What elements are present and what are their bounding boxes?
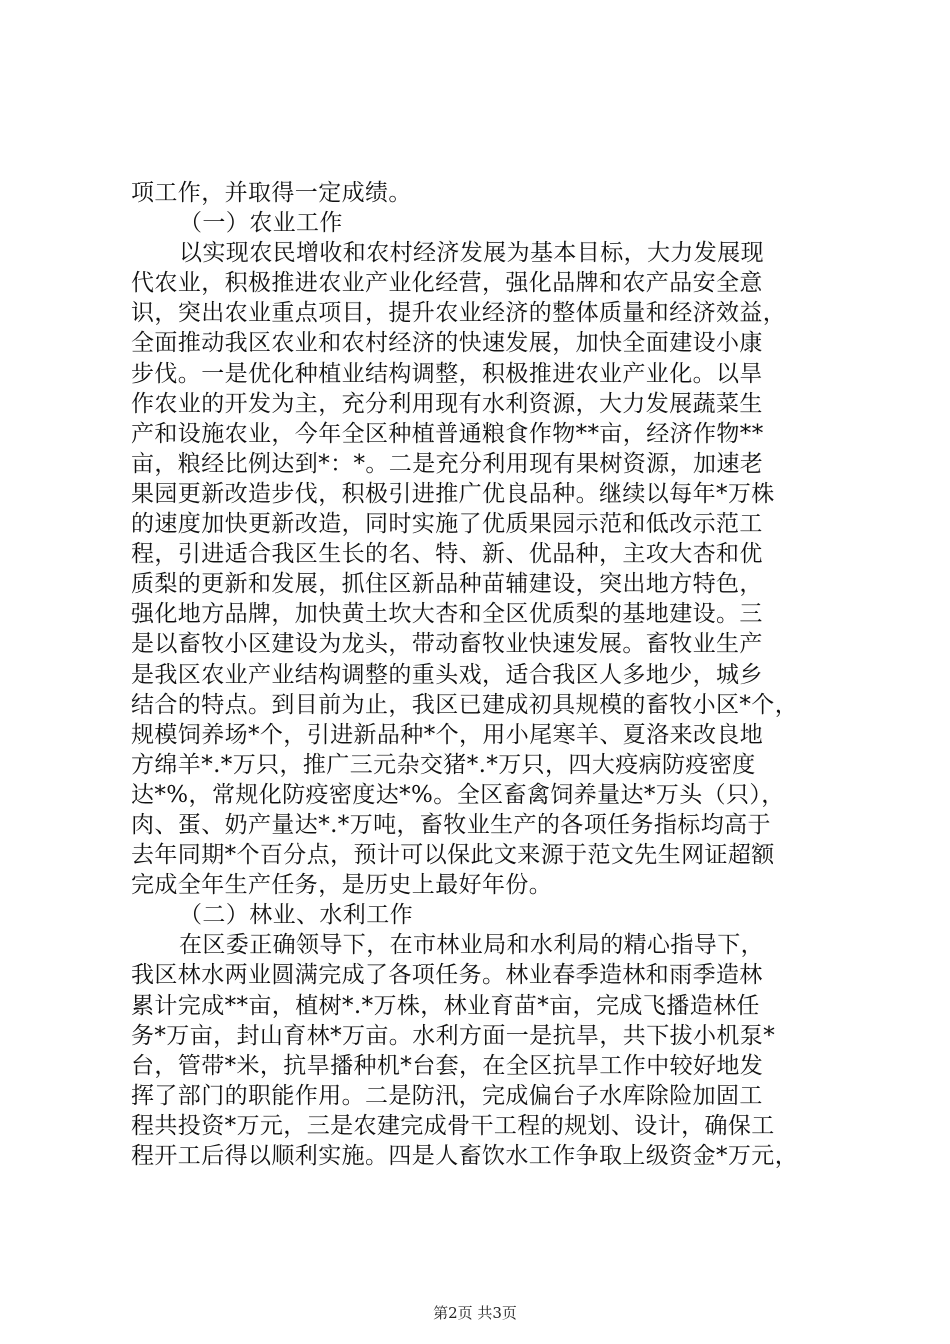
text-line: 挥了部门的职能作用。二是防汛，完成偏台子水库除险加固工 — [131, 1082, 763, 1109]
text-line: 识，突出农业重点项目，提升农业经济的整体质量和经济效益， — [131, 300, 787, 327]
text-line: 果园更新改造步伐，积极引进推广优良品种。继续以每年*万株 — [131, 480, 775, 507]
text-line: 肉、蛋、奶产量达*.*万吨，畜牧业生产的各项任务指标均高于 — [131, 811, 771, 838]
page-footer — [0, 1303, 950, 1323]
document-body — [131, 178, 851, 1171]
text-line: （二）林业、水利工作 — [179, 902, 413, 929]
text-line: 是以畜牧小区建设为龙头，带动畜牧业快速发展。畜牧业生产 — [131, 631, 763, 658]
text-line: 程，引进适合我区生长的名、特、新、优品种，主攻大杏和优 — [131, 541, 763, 568]
text-line: 强化地方品牌，加快黄土坎大杏和全区优质梨的基地建设。三 — [131, 601, 763, 628]
text-line: 在区委正确领导下，在市林业局和水利局的精心指导下， — [179, 932, 764, 959]
text-line: 结合的特点。到目前为止，我区已建成初具规模的畜牧小区*个， — [131, 691, 799, 718]
text-line: 去年同期*个百分点，预计可以保此文来源于范文先生网证超额 — [131, 842, 775, 869]
text-line: 以实现农民增收和农村经济发展为基本目标，大力发展现 — [179, 240, 764, 267]
text-line: 我区林水两业圆满完成了各项任务。林业春季造林和雨季造林 — [131, 962, 763, 989]
text-line: 作农业的开发为主，充分利用现有水利资源，大力发展蔬菜生 — [131, 390, 763, 417]
text-line: 方绵羊*.*万只，推广三元杂交猪*.*万只，四大疫病防疫密度 — [131, 751, 756, 778]
text-line: 完成全年生产任务，是历史上最好年份。 — [131, 872, 553, 899]
text-line: 台，管带*米，抗旱播种机*台套，在全区抗旱工作中较好地发 — [131, 1052, 764, 1079]
text-line: 亩，粮经比例达到*：*。二是充分利用现有果树资源，加速老 — [131, 450, 764, 477]
text-line: 累计完成**亩，植树*.*万株，林业育苗*亩，完成飞播造林任 — [131, 992, 760, 1019]
page-number-label: 第2页 共3页 — [433, 1304, 517, 1322]
text-line: 的速度加快更新改造，同时实施了优质果园示范和低改示范工 — [131, 511, 763, 538]
text-line: 规模饲养场*个，引进新品种*个，用小尾寒羊、夏洛来改良地 — [131, 721, 764, 748]
text-line: （一）农业工作 — [179, 210, 343, 237]
text-line: 项工作，并取得一定成绩。 — [131, 180, 412, 206]
text-line: 程开工后得以顺利实施。四是人畜饮水工作争取上级资金*万元， — [131, 1143, 799, 1169]
text-line: 质梨的更新和发展，抓住区新品种苗辅建设，突出地方特色， — [131, 571, 763, 598]
text-line: 务*万亩，封山育林*万亩。水利方面一是抗旱，共下拔小机泵* — [131, 1022, 776, 1049]
text-line: 全面推动我区农业和农村经济的快速发展，加快全面建设小康 — [131, 330, 763, 357]
text-line: 产和设施农业，今年全区种植普通粮食作物**亩，经济作物** — [131, 420, 764, 447]
text-line: 达*%，常规化防疫密度达*%。全区畜禽饲养量达*万头（只）， — [131, 781, 785, 808]
text-line: 代农业，积极推进农业产业化经营，强化品牌和农产品安全意 — [131, 270, 763, 297]
text-line: 是我区农业产业结构调整的重头戏，适合我区人多地少，城乡 — [131, 661, 763, 688]
text-line: 步伐。一是优化种植业结构调整，积极推进农业产业化。以旱 — [131, 360, 763, 387]
text-line: 程共投资*万元，三是农建完成骨干工程的规划、设计，确保工 — [131, 1112, 775, 1139]
